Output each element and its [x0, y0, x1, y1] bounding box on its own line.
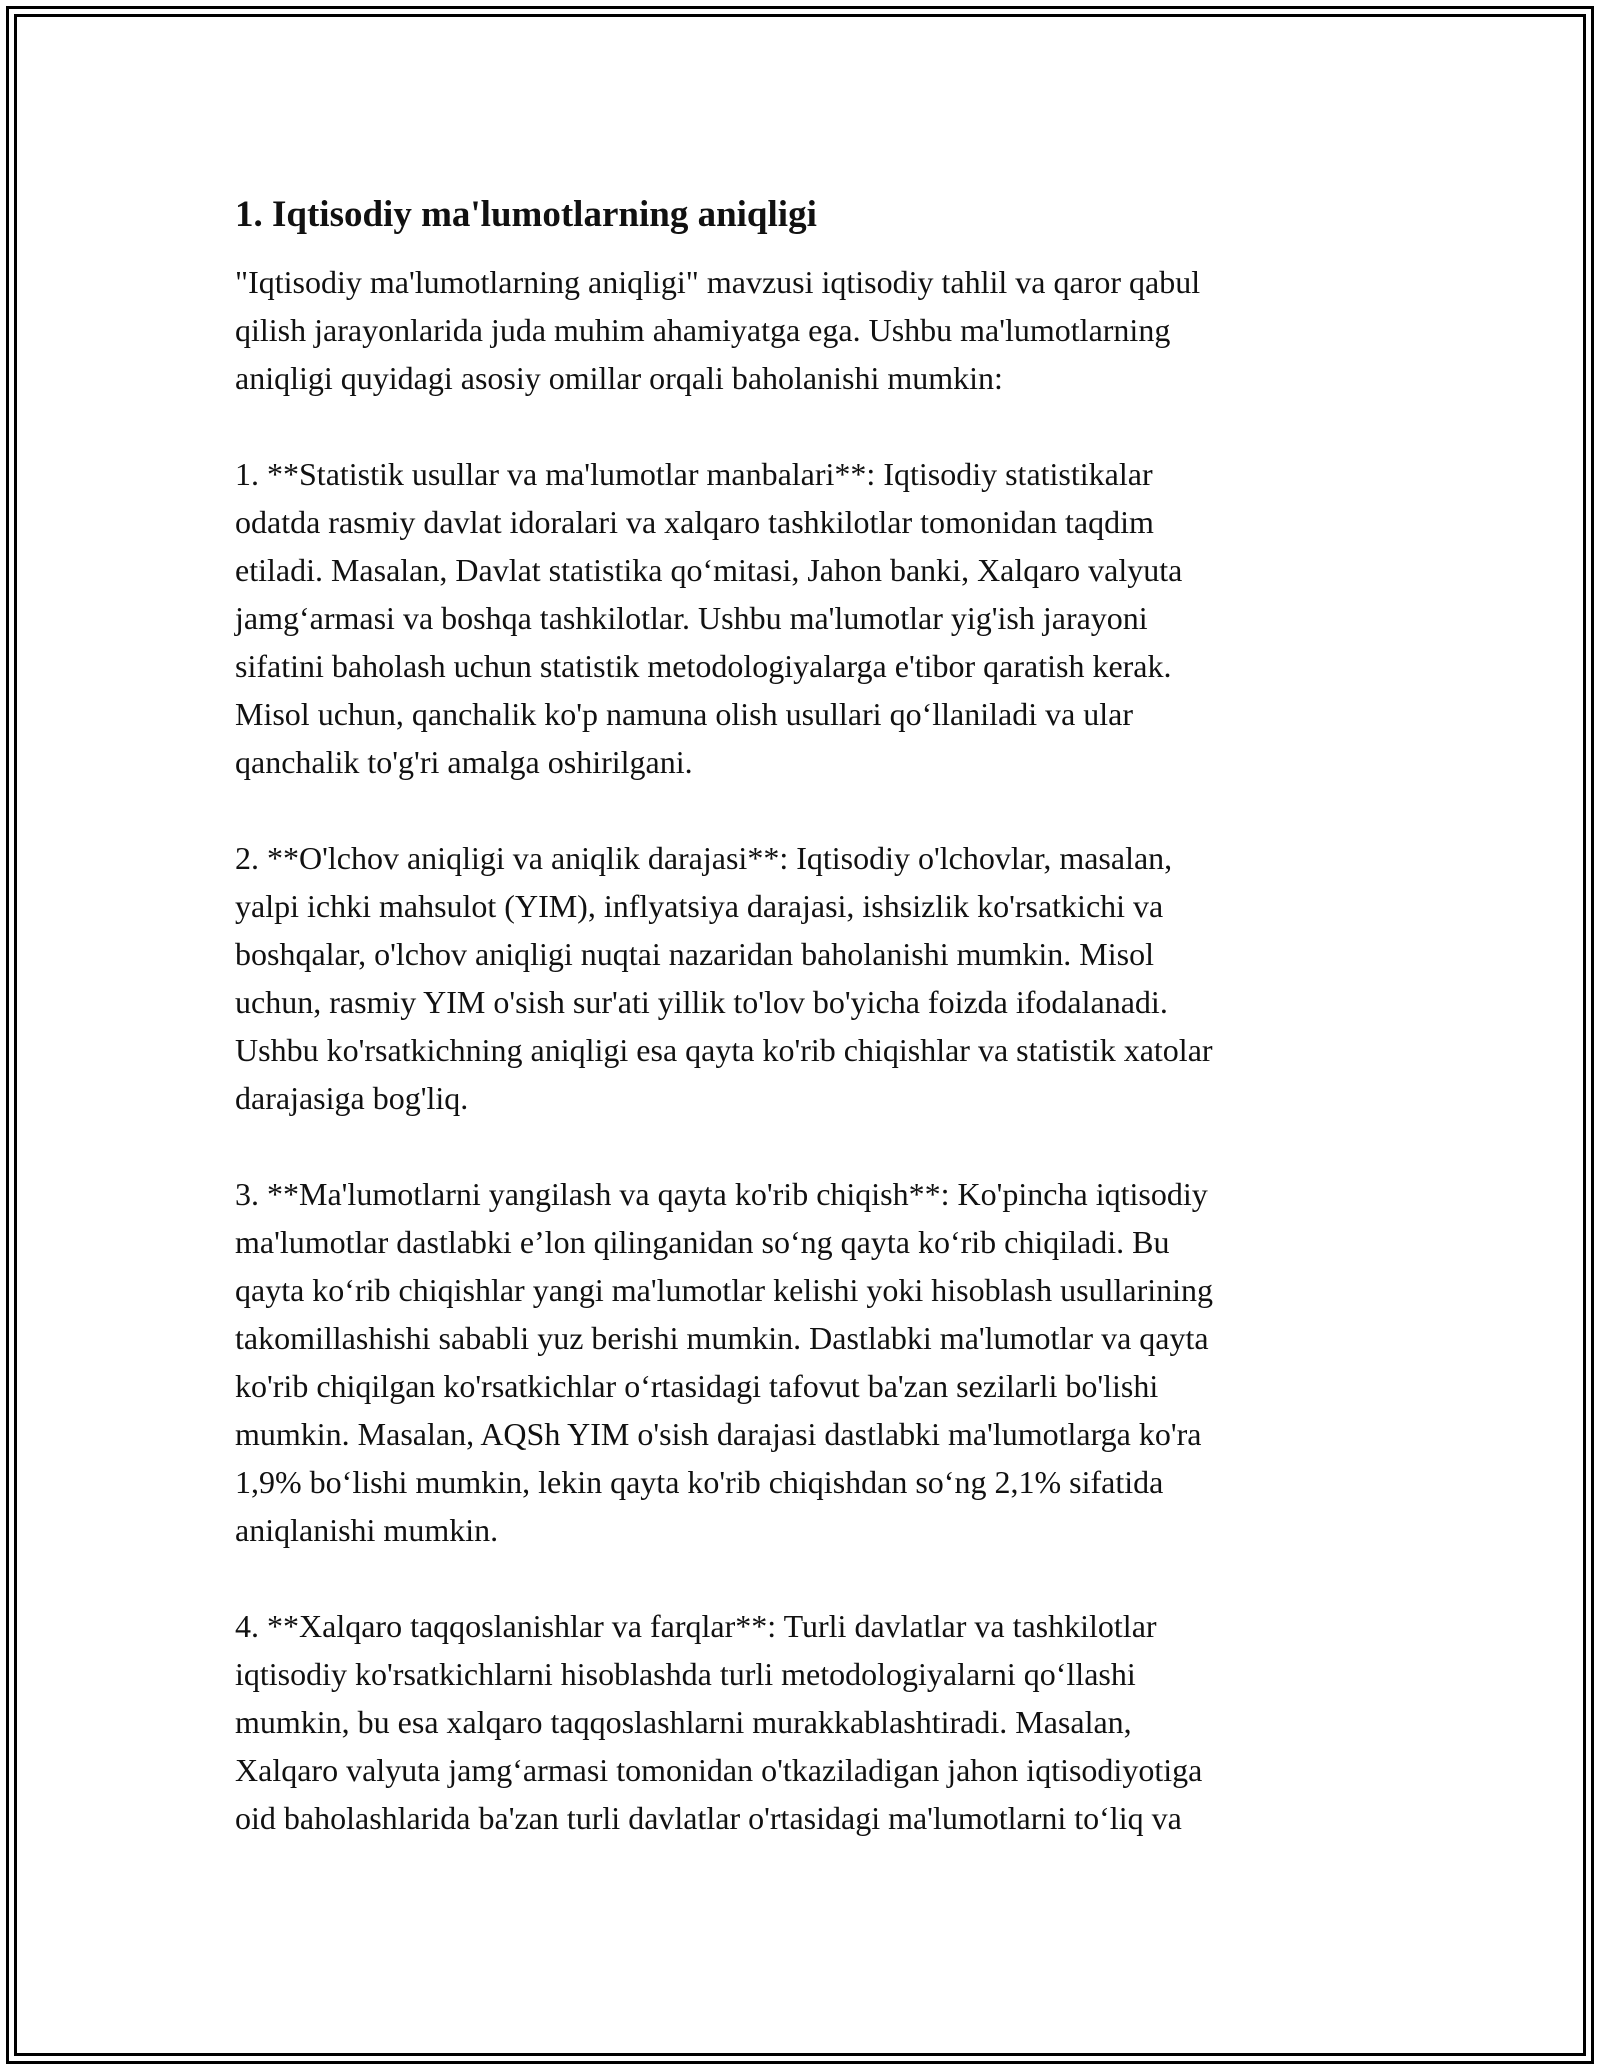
text-line: qanchalik to'g'ri amalga oshirilgani.: [235, 744, 693, 780]
paragraph-intro: [235, 258, 1375, 402]
text-line: qilish jarayonlarida juda muhim ahamiyatga ega. Ushbu ma'lumotlarning: [235, 312, 1171, 348]
text-line: qayta ko‘rib chiqishlar yangi ma'lumotlar kelishi yoki hisoblash usullarining: [235, 1272, 1214, 1308]
text-line: "Iqtisodiy ma'lumotlarning aniqligi" mavzusi iqtisodiy tahlil va qaror qabul: [235, 264, 1201, 300]
text-line: 1,9% bo‘lishi mumkin, lekin qayta ko'rib chiqishdan so‘ng 2,1% sifatida: [235, 1464, 1164, 1500]
paragraph-item-3: [235, 1170, 1375, 1554]
paragraph-item-1: [235, 450, 1375, 786]
text-line: oid baholashlarida ba'zan turli davlatlar o'rtasidagi ma'lumotlarni to‘liq va: [235, 1800, 1182, 1836]
text-line: odatda rasmiy davlat idoralari va xalqaro tashkilotlar tomonidan taqdim: [235, 504, 1154, 540]
text-line: sifatini baholash uchun statistik metodologiyalarga e'tibor qaratish kerak.: [235, 648, 1172, 684]
text-line: 1. **Statistik usullar va ma'lumotlar manbalari**: Iqtisodiy statistikalar: [235, 456, 1153, 492]
text-line: ko'rib chiqilgan ko'rsatkichlar o‘rtasidagi tafovut ba'zan sezilarli bo'lishi: [235, 1368, 1159, 1404]
text-line: Misol uchun, qanchalik ko'p namuna olish usullari qo‘llaniladi va ular: [235, 696, 1134, 732]
text-line: mumkin, bu esa xalqaro taqqoslashlarni murakkablashtiradi. Masalan,: [235, 1704, 1132, 1740]
text-line: Xalqaro valyuta jamg‘armasi tomonidan o'tkaziladigan jahon iqtisodiyotiga: [235, 1752, 1203, 1788]
text-line: jamg‘armasi va boshqa tashkilotlar. Ushbu ma'lumotlar yig'ish jarayoni: [235, 600, 1148, 636]
text-line: darajasiga bog'liq.: [235, 1080, 469, 1116]
text-line: iqtisodiy ko'rsatkichlarni hisoblashda turli metodologiyalarni qo‘llashi: [235, 1656, 1136, 1692]
document-body: [235, 190, 1375, 1890]
text-line: aniqlanishi mumkin.: [235, 1512, 499, 1548]
text-line: mumkin. Masalan, AQSh YIM o'sish darajasi dastlabki ma'lumotlarga ko'ra: [235, 1416, 1202, 1452]
text-line: yalpi ichki mahsulot (YIM), inflyatsiya darajasi, ishsizlik ko'rsatkichi va: [235, 888, 1164, 924]
paragraph-item-4: [235, 1602, 1375, 1842]
text-line: 2. **O'lchov aniqligi va aniqlik darajasi**: Iqtisodiy o'lchovlar, masalan,: [235, 840, 1173, 876]
document-title: 1. Iqtisodiy ma'lumotlarning aniqligi: [235, 194, 817, 235]
text-line: 3. **Ma'lumotlarni yangilash va qayta ko'rib chiqish**: Ko'pincha iqtisodiy: [235, 1176, 1208, 1212]
paragraph-item-2: [235, 834, 1375, 1122]
text-line: takomillashishi sababli yuz berishi mumkin. Dastlabki ma'lumotlar va qayta: [235, 1320, 1209, 1356]
text-line: uchun, rasmiy YIM o'sish sur'ati yillik to'lov bo'yicha foizda ifodalanadi.: [235, 984, 1168, 1020]
text-line: boshqalar, o'lchov aniqligi nuqtai nazaridan baholanishi mumkin. Misol: [235, 936, 1154, 972]
text-line: 4. **Xalqaro taqqoslanishlar va farqlar**: Turli davlatlar va tashkilotlar: [235, 1608, 1157, 1644]
text-line: etiladi. Masalan, Davlat statistika qo‘mitasi, Jahon banki, Xalqaro valyuta: [235, 552, 1183, 588]
text-line: ma'lumotlar dastlabki e’lon qilinganidan so‘ng qayta ko‘rib chiqiladi. Bu: [235, 1224, 1170, 1260]
text-line: aniqligi quyidagi asosiy omillar orqali baholanishi mumkin:: [235, 360, 1003, 396]
text-line: Ushbu ko'rsatkichning aniqligi esa qayta ko'rib chiqishlar va statistik xatolar: [235, 1032, 1213, 1068]
